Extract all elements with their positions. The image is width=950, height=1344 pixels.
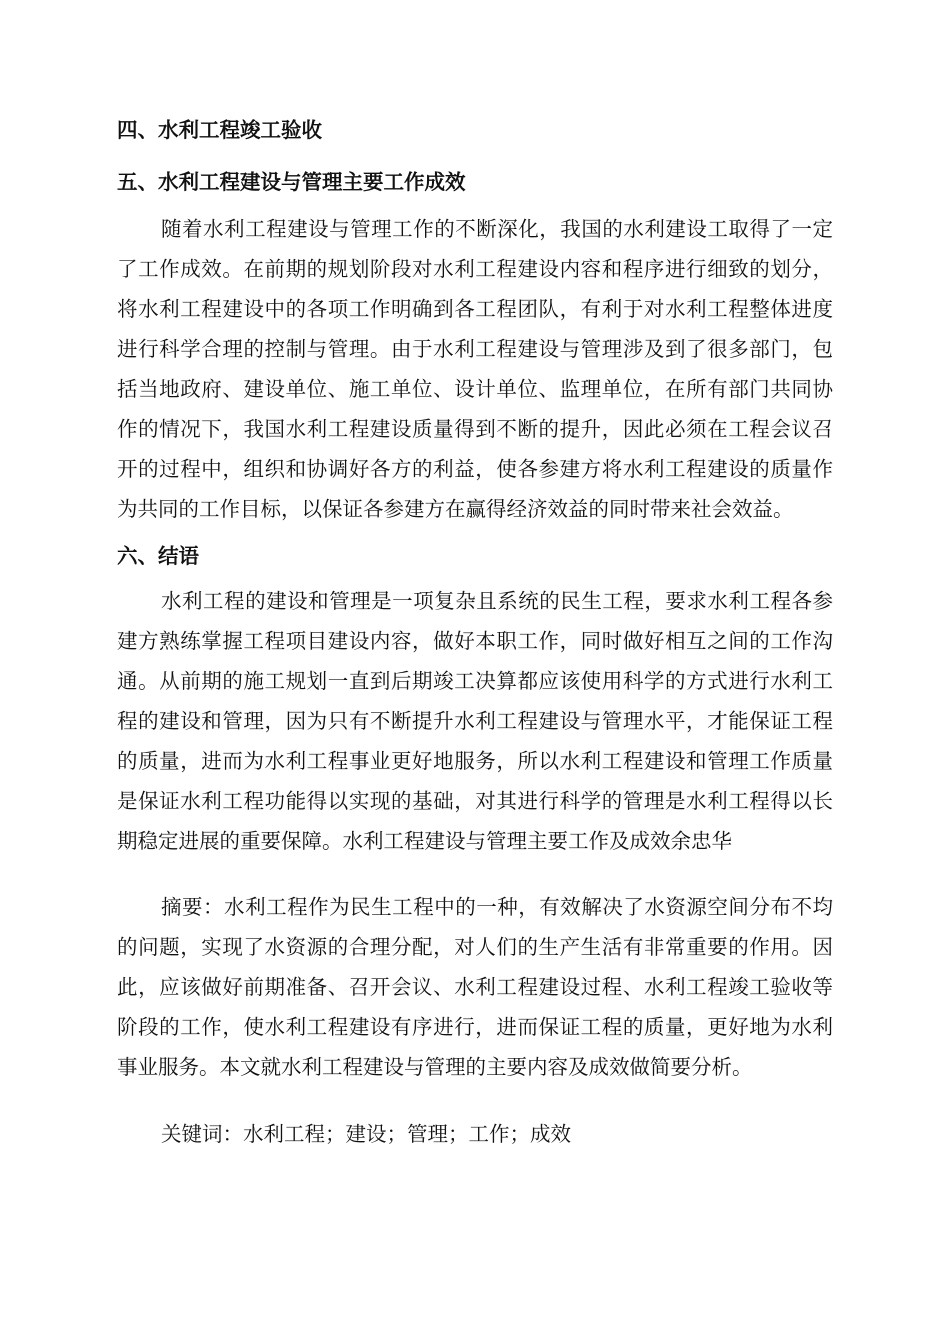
- section-heading-achievements: 五、水利工程建设与管理主要工作成效: [117, 170, 466, 194]
- keywords-paragraph: 关键词：水利工程；建设；管理；工作；成效: [161, 1122, 571, 1146]
- section-heading-acceptance: 四、水利工程竣工验收: [117, 118, 322, 142]
- section-heading-conclusion: 六、结语: [117, 544, 199, 568]
- document-page: [117, 110, 833, 1154]
- achievements-paragraph: 随着水利工程建设与管理工作的不断深化，我国的水利建设工取得了一定了工作成效。在前期的规划阶段对水利工程建设内容和程序进行细致的划分，将水利工程建设中的各项工作明确到各工程团队，有利于对水利工程整体进度进行科学合理的控制与管理。由于水利工程建设与管理涉及到了很多部门，包括当地政府、建设单位、施工单位、设计单位、监理单位，在所有部门共同协作的情况下，我国水利工程建设质量得到不断的提升，因此必须在工程会议召开的过程中，组织和协调好各方的利益，使各参建方将水利工程建设的质量作为共同的工作目标，以保证各参建方在赢得经济效益的同时带来社会效益。: [117, 217, 833, 521]
- conclusion-paragraph: 水利工程的建设和管理是一项复杂且系统的民生工程，要求水利工程各参建方熟练掌握工程项目建设内容，做好本职工作，同时做好相互之间的工作沟通。从前期的施工规划一直到后期竣工决算都应该使用科学的方式进行水利工程的建设和管理，因为只有不断提升水利工程建设与管理水平，才能保证工程的质量，进而为水利工程事业更好地服务，所以水利工程建设和管理工作质量是保证水利工程功能得以实现的基础，对其进行科学的管理是水利工程得以长期稳定进展的重要保障。水利工程建设与管理主要工作及成效余忠华: [117, 589, 833, 853]
- abstract-paragraph: 摘要：水利工程作为民生工程中的一种，有效解决了水资源空间分布不均的问题，实现了水资源的合理分配，对人们的生产生活有非常重要的作用。因此，应该做好前期准备、召开会议、水利工程建设过程、水利工程竣工验收等阶段的工作，使水利工程建设有序进行，进而保证工程的质量，更好地为水利事业服务。本文就水利工程建设与管理的主要内容及成效做简要分析。: [117, 895, 833, 1079]
